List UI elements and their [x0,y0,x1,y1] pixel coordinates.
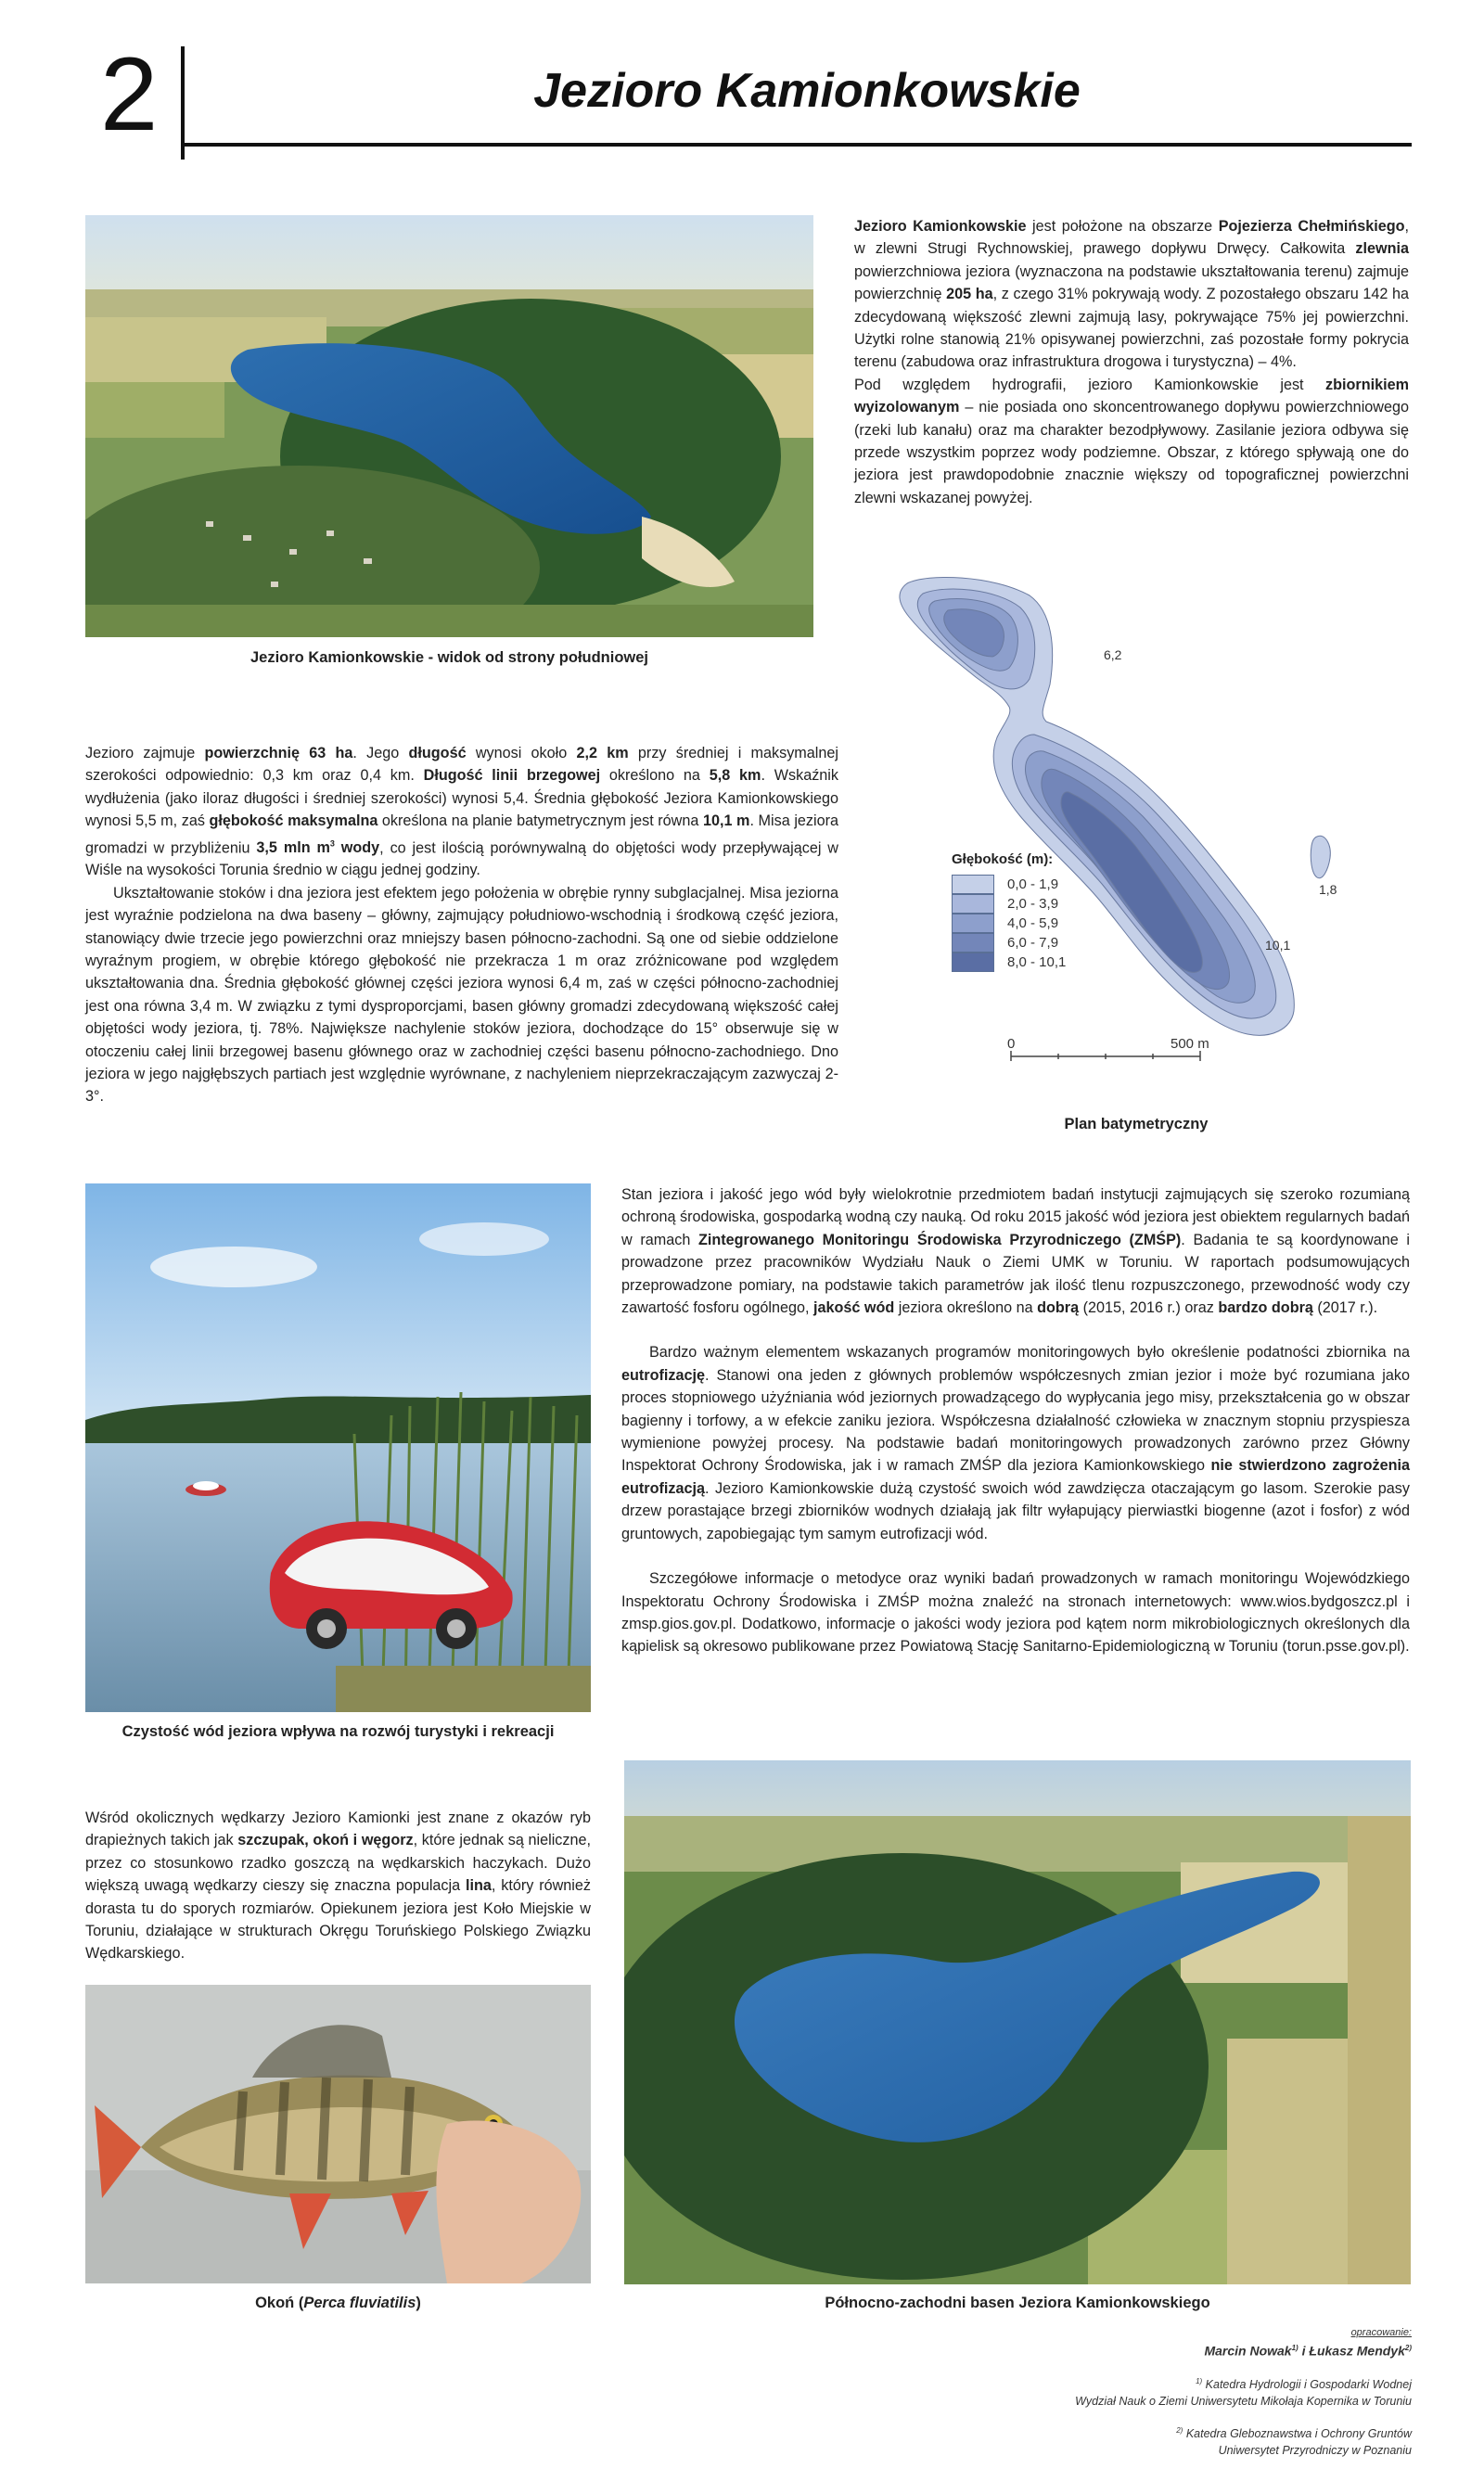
scale-start: 0 [1007,1036,1016,1052]
page-title: Jezioro Kamionkowskie [533,64,1081,118]
photo-pedal-boat [85,1183,591,1712]
photo-aerial-northwest [624,1760,1411,2284]
intro-paragraph-1: Jezioro Kamionkowskie jest położone na obszarze Pojezierza Chełmińskiego, w zlewni Strugi Rychnowskiej, prawego dopływu Drwęcy. Całkowita zlewnia powierzchniowa jeziora (wyznaczona na podstawie ukształtowania terenu) zajmuje powierzchnię 205 ha, z czego 31% pokrywają wody. Z pozostałego obszaru 142 ha zdecydowaną większość zlewni zajmują lasy, pokrywające 75% jej powierzchni. Użytki rolne stanowią 21% opisywanej powierzchni, zaś pozostałe formy pokrycia terenu (zabudowa oraz infrastruktura drogowa i turystyczna) – 4%. [854,218,1410,371]
intro-paragraph-2: Pod względem hydrografii, jezioro Kamionkowskie jest zbiornikiem wyizolowanym – nie posiada ono skoncentrowanego dopływu powierzchniowego (rzeki lub kanału) oraz ma charakter bezodpływowy. Zasilanie jeziora odbywa się przede wszystkim poprzez wody podziemne. Obszar, z którego spływają one do jeziora jest prawdopodobnie znacznie większy od topograficznej powierzchni zlewni wskazanej powyżej. [854,376,1409,506]
legend-title: Głębokość (m): [952,851,1054,867]
bathymetry-legend [952,851,1066,972]
bathymetric-map [890,575,1410,1113]
depth-zone-small [1311,836,1330,878]
legend-swatch [952,914,994,933]
legend-item: 2,0 - 3,9 [952,894,1066,914]
credits-affiliation-1: $^{1)}$ Katedra Hydrologii i Gospodarki Wodnej Wydział Nauk o Ziemi Uniwersytetu Mikołaja Kopernika w Toruniu [1075,2376,1412,2408]
chapter-number: 2 [100,36,159,152]
depth-label-10-1: 10,1 [1265,938,1291,953]
scale-end: 500 m [1171,1036,1209,1052]
credits [928,2326,1412,2459]
header-rule [181,143,1412,147]
perch-latin-name: Perca fluviatilis [303,2295,416,2311]
morphometry-paragraph-2: Ukształtowanie stoków i dna jeziora jest efektem jego położenia w obrębie rynny subglacjalnej. Misa jeziorna jest wyraźnie podzielona na dwa baseny – główny, zajmujący południowo-wschodnią i środkową część jeziora, stanowiący dwie trzecie jego powierzchni oraz mniejszy basen północno-zachodni. Są one od siebie oddzielone wyraźnym progiem, w obrębie którego głębokość nie przekracza 1 m oraz zróżnicowane pod względem ukształtowania dna. Średnia głębokość głównej części jeziora wynosi 6,4 m, zaś w części północno-zachodniej jest ona równa 3,4 m. W związku z tymi dysproporcjami, basen główny gromadzi zdecydowaną większość całej objętości wody jeziora, tj. 78%. Największe nachylenie stoków jeziora, dochodzące do 15° obserwuje się w otoczeniu całej linii brzegowej basenu głównego oraz w zachodniej części basenu północno-zachodniego. Dno jeziora w jego najgłębszych partiach jest względnie wyrównane, z nachyleniem nieprzekraczającym zazwyczaj 2-3°. [85,884,838,1106]
quality-paragraph-3: Szczegółowe informacje o metodyce oraz wyniki badań prowadzonych w ramach monitoringu Wojewódzkiego Inspektoratu Ochrony Środowiska i ZMŚP można znaleźć na stronach internetowych: www.wios.bydgoszcz.pl i zmsp.gios.gov.pl. Dodatkowo, informacje o jakości wody jeziora pod kątem norm mikrobiologicznych określonych dla kąpielisk są okresowo publikowane przez Powiatową Stację Sanitarno-Epidemiologiczną w Toruniu (torun.psse.gov.pl). [621,1570,1410,1656]
credits-label: opracowanie: [1350,2327,1412,2338]
legend-item: 8,0 - 10,1 [952,953,1066,972]
fishing-paragraph: Wśród okolicznych wędkarzy Jezioro Kamionki jest znane z okazów ryb drapieżnych takich jak szczupak, okoń i węgorz, które jednak są nieliczne, przez co stosunkowo rzadko goszczą na wędkarskich haczykach. Dużo większą uwagą wędkarzy cieszy się znaczna populacja lina, który również dorasta tu do sporych rozmiarów. Opiekunem jeziora jest Koło Miejskie w Toruniu, działające w strukturach Okręgu Toruńskiego Polskiego Związku Wędkarskiego. [85,1810,592,1963]
fishing-text [85,1807,591,1965]
photo-aerial-south [85,215,813,637]
photo-perch [85,1985,591,2283]
legend-swatch [952,933,994,953]
water-quality-text [621,1183,1410,1658]
legend-items [952,875,1066,972]
bathymetry-caption: Plan batymetryczny [1064,1116,1209,1132]
photo-aerial-northwest-caption: Północno-zachodni basen Jeziora Kamionkowskiego [825,2295,1210,2311]
quality-paragraph-2: Bardzo ważnym elementem wskazanych programów monitoringowych było określenie podatności zbiornika na eutrofizację. Stanowi ona jeden z głównych problemów współczesnych zmian jezior i może być rozumiana jako proces stopniowego użyźniania wód jeziornych prowadzącego do wypłycania jego misy, przekształcenia go w obszar bagienny i torfowy, a w efekcie zaniku jeziora. Współczesna działalność człowieka w znacznym stopniu przyspiesza wymienione powyżej procesy. Na podstawie badań monitoringowych prowadzonych zarówno przez Główny Inspektorat Ochrony Środowiska, jak i w ramach ZMŚP dla jeziora Kamionkowskiego nie stwierdzono zagrożenia eutrofizacją. Jezioro Kamionkowskie dużą czystość swoich wód zawdzięcza otaczającym go lasom. Szerokie pasy drzew porastające brzegi zbiorników wodnych działają jak filtr wyłapujący pierwiastki biogenne (azot i fosfor) z wód gruntowych, zapobiegając tym samym eutrofizacji wód. [621,1344,1410,1542]
depth-label-6-2: 6,2 [1104,647,1122,662]
morphometry-paragraph-1: Jezioro zajmuje powierzchnię 63 ha. Jego długość wynosi około 2,2 km przy średniej i maksymalnej szerokości odpowiednio: 0,3 km oraz 0,4 km. Długość linii brzegowej określono na 5,8 km. Wskaźnik wydłużenia (jako iloraz długości i średniej szerokości) wynosi 5,4. Średnia głębokość Jeziora Kamionkowskiego wynosi 5,5 m, zaś głębokość maksymalna określona na planie batymetrycznym jest równa 10,1 m. Misa jeziora gromadzi w przybliżeniu 3,5 mln $m^3$ wody, co jest ilością porównywalną do objętości wody przepływającej w Wiśle na wysokości Torunia średnio w ciągu jednej godziny. [85,745,839,879]
morphometry-text [85,742,838,1108]
legend-item: 0,0 - 1,9 [952,875,1066,894]
legend-item: 6,0 - 7,9 [952,933,1066,953]
photo-pedal-boat-caption: Czystość wód jeziora wpływa na rozwój turystyki i rekreacji [122,1723,555,1740]
legend-swatch [952,875,994,894]
photo-aerial-south-caption: Jezioro Kamionkowskie - widok od strony południowej [249,649,649,666]
credits-authors: Marcin Nowak$^{1)}$ i Łukasz Mendyk$^{2)}$ [1204,2343,1412,2359]
intro-text [854,215,1409,509]
legend-item: 4,0 - 5,9 [952,914,1066,933]
depth-label-1-8: 1,8 [1319,882,1337,897]
credits-affiliation-2: $^{2)}$ Katedra Gleboznawstwa i Ochrony Gruntów Uniwersytet Przyrodniczy w Poznaniu [1176,2425,1412,2457]
legend-swatch [952,953,994,972]
photo-perch-caption: Okoń (Perca fluviatilis) [255,2295,421,2311]
legend-swatch [952,894,994,914]
quality-paragraph-1: Stan jeziora i jakość jego wód były wielokrotnie przedmiotem badań instytucji zajmujących się szeroko rozumianą ochroną środowiska, gospodarką wodną czy nauką. Od roku 2015 jakość wód jeziora jest obiektem regularnych badań w ramach Zintegrowanego Monitoringu Środowiska Przyrodniczego (ZMŚP). Badania te są koordynowane i prowadzone przez pracowników Wydziału Nauk o Ziemi UMK w Toruniu. W raportach podsumowujących przeprowadzone pomiary, na podstawie takich parametrów jak ilość tlenu rozpuszczonego, przewodność wody czy zawartość fosforu ogólnego, jakość wód jeziora określono na dobrą (2015, 2016 r.) oraz bardzo dobrą (2017 r.). [621,1186,1411,1317]
